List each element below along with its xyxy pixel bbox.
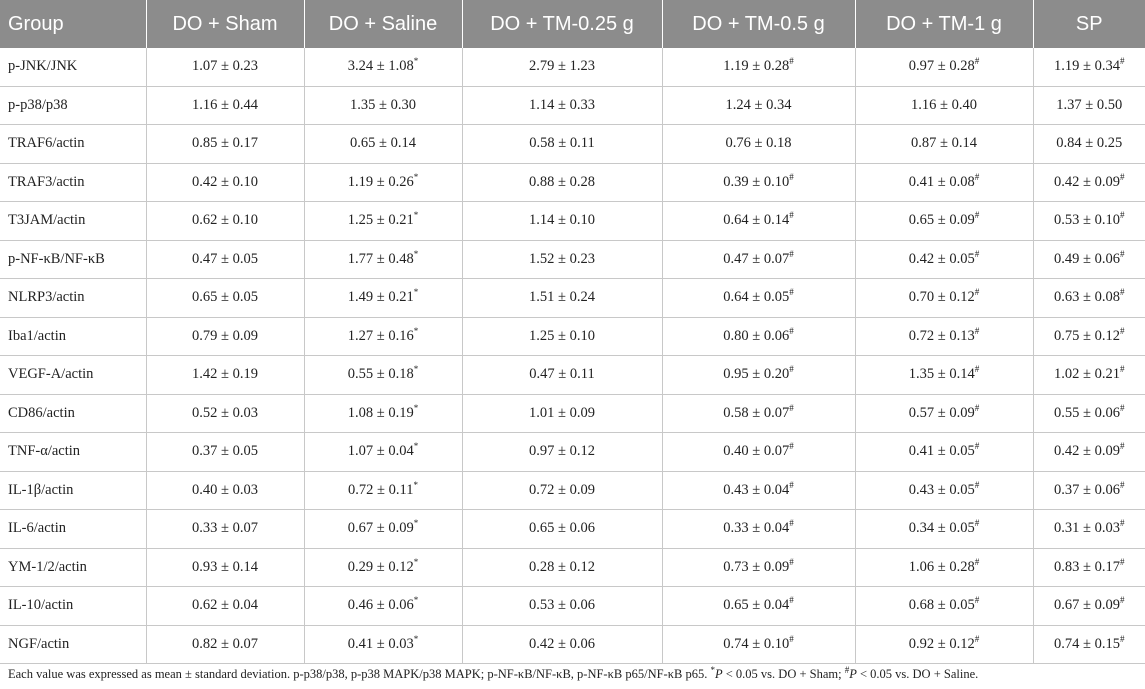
significance-mark: # [1119, 595, 1125, 606]
table-cell [662, 125, 855, 164]
table-cell [462, 240, 662, 279]
table-cell [146, 510, 304, 549]
table-row [0, 510, 1145, 549]
cell-value: 0.93 ± 0.14 [192, 558, 258, 575]
cell-value: 0.43 ± 0.04 [723, 481, 790, 498]
table-cell [304, 86, 462, 125]
table-cell [662, 548, 855, 587]
table-cell [304, 202, 462, 241]
significance-mark: * [413, 287, 419, 298]
cell-value: 0.43 ± 0.05 [908, 481, 975, 498]
significance-mark: # [789, 171, 794, 182]
table-row [0, 279, 1145, 318]
table-row [0, 317, 1145, 356]
table-cell [662, 202, 855, 241]
cell-value: 0.76 ± 0.18 [725, 135, 792, 152]
table-cell [304, 163, 462, 202]
cell-value: 0.41 ± 0.08 [908, 173, 975, 190]
table-cell [462, 471, 662, 510]
cell-value: 1.19 ± 0.28 [723, 58, 790, 75]
cell-value: 0.58 ± 0.07 [723, 404, 790, 421]
table-cell [462, 625, 662, 664]
significance-mark: # [1119, 171, 1125, 182]
table-cell [855, 163, 1033, 202]
table-row [0, 625, 1145, 664]
table-cell [662, 471, 855, 510]
column-header: DO + Sham [146, 0, 304, 48]
table-row [0, 471, 1145, 510]
table-cell [1033, 240, 1145, 279]
significance-mark: # [974, 518, 980, 529]
table-cell [146, 317, 304, 356]
cell-value: 1.49 ± 0.21 [347, 289, 414, 306]
cell-value: 0.82 ± 0.07 [192, 635, 258, 652]
cell-value: 1.24 ± 0.34 [725, 96, 792, 113]
footnote-p-letter-2: P [849, 667, 857, 681]
significance-mark: # [1119, 364, 1125, 375]
cell-value: 0.72 ± 0.13 [908, 327, 975, 344]
table-cell [146, 433, 304, 472]
cell-value: 0.92 ± 0.12 [908, 635, 975, 652]
table-row [0, 163, 1145, 202]
table-cell [662, 163, 855, 202]
significance-mark: # [974, 364, 980, 375]
table-cell [1033, 202, 1145, 241]
significance-mark: # [789, 56, 794, 67]
significance-mark: # [1119, 402, 1125, 413]
row-label: CD86/actin [0, 394, 146, 433]
table-cell [304, 433, 462, 472]
cell-value: 0.58 ± 0.11 [529, 135, 595, 152]
significance-mark: * [413, 325, 419, 336]
table-cell [1033, 471, 1145, 510]
row-label: NGF/actin [0, 625, 146, 664]
significance-mark: * [413, 210, 419, 221]
cell-value: 0.85 ± 0.17 [192, 135, 258, 152]
cell-value: 0.31 ± 0.03 [1054, 520, 1120, 537]
cell-value: 0.80 ± 0.06 [723, 327, 790, 344]
table-cell [304, 548, 462, 587]
significance-mark: # [974, 595, 980, 606]
significance-mark: # [974, 556, 980, 567]
significance-mark: # [1119, 518, 1125, 529]
cell-value: 0.40 ± 0.03 [192, 481, 258, 498]
cell-value: 3.24 ± 1.08 [347, 58, 414, 75]
significance-mark: # [789, 325, 794, 336]
significance-mark: * [413, 171, 419, 182]
row-label: p-NF-κB/NF-κB [0, 240, 146, 279]
cell-value: 0.97 ± 0.12 [529, 443, 595, 460]
row-label: VEGF-A/actin [0, 356, 146, 395]
cell-value: 1.27 ± 0.16 [347, 327, 414, 344]
significance-mark: * [413, 479, 418, 490]
table-cell [662, 86, 855, 125]
cell-value: 0.29 ± 0.12 [347, 558, 414, 575]
table-body [0, 48, 1145, 664]
significance-mark: # [789, 402, 794, 413]
table-cell [1033, 548, 1145, 587]
footnote-hash-mark: # [844, 664, 850, 675]
row-label: YM-1/2/actin [0, 548, 146, 587]
table-cell [1033, 86, 1145, 125]
table-cell [662, 240, 855, 279]
table-cell [662, 317, 855, 356]
significance-mark: # [974, 325, 980, 336]
row-label: TRAF6/actin [0, 125, 146, 164]
cell-value: 0.79 ± 0.09 [192, 327, 258, 344]
table-cell [1033, 163, 1145, 202]
table-row [0, 433, 1145, 472]
significance-mark: # [974, 210, 980, 221]
table-cell [146, 202, 304, 241]
table-cell [662, 510, 855, 549]
significance-mark: # [1119, 556, 1125, 567]
table-row [0, 48, 1145, 86]
significance-mark: # [789, 518, 794, 529]
table-cell [1033, 125, 1145, 164]
significance-mark: * [413, 402, 419, 413]
table-cell [304, 587, 462, 626]
cell-value: 0.72 ± 0.11 [348, 481, 414, 498]
cell-value: 0.88 ± 0.28 [529, 173, 595, 190]
table-cell [855, 433, 1033, 472]
cell-value: 0.40 ± 0.07 [723, 443, 790, 460]
column-header: DO + TM-0.25 g [462, 0, 662, 48]
cell-value: 0.42 ± 0.09 [1054, 173, 1120, 190]
footnote-star-text: < 0.05 vs. DO + Sham; [722, 667, 845, 681]
table-cell [855, 317, 1033, 356]
table-cell [462, 48, 662, 86]
table-cell [855, 548, 1033, 587]
table-row [0, 548, 1145, 587]
cell-value: 0.74 ± 0.10 [723, 635, 790, 652]
cell-value: 0.97 ± 0.28 [908, 58, 975, 75]
table-cell [1033, 394, 1145, 433]
table-cell [662, 433, 855, 472]
table-footnote [8, 664, 979, 682]
table-cell [146, 125, 304, 164]
column-header: DO + Saline [304, 0, 462, 48]
cell-value: 0.65 ± 0.14 [350, 135, 416, 152]
cell-value: 0.42 ± 0.10 [192, 173, 258, 190]
cell-value: 1.08 ± 0.19 [347, 404, 414, 421]
cell-value: 0.39 ± 0.10 [723, 173, 790, 190]
table-cell [146, 48, 304, 86]
table-cell [146, 471, 304, 510]
table-cell [1033, 510, 1145, 549]
table-cell [462, 202, 662, 241]
table-cell [662, 394, 855, 433]
table-cell [462, 317, 662, 356]
table-cell [462, 587, 662, 626]
table-cell [462, 125, 662, 164]
significance-mark: * [413, 556, 419, 567]
table-cell [304, 394, 462, 433]
row-label: IL-1β/actin [0, 471, 146, 510]
table-cell [462, 548, 662, 587]
cell-value: 0.28 ± 0.12 [529, 558, 595, 575]
table-cell [304, 625, 462, 664]
table-cell [855, 625, 1033, 664]
cell-value: 0.46 ± 0.06 [347, 597, 414, 614]
cell-value: 0.64 ± 0.14 [723, 212, 790, 229]
cell-value: 0.41 ± 0.05 [908, 443, 975, 460]
significance-mark: * [413, 364, 419, 375]
footnote-p-letter: P [714, 667, 723, 681]
table-cell [462, 86, 662, 125]
significance-mark: # [974, 56, 980, 67]
cell-value: 1.19 ± 0.34 [1054, 58, 1120, 75]
cell-value: 0.42 ± 0.05 [908, 250, 975, 267]
table-cell [304, 317, 462, 356]
significance-mark: # [1119, 248, 1125, 259]
table-cell [855, 125, 1033, 164]
table-cell [304, 279, 462, 318]
row-label: T3JAM/actin [0, 202, 146, 241]
cell-value: 0.67 ± 0.09 [1054, 597, 1120, 614]
footnote-text: Each value was expressed as mean ± standard deviation. p-p38/p38, p-p38 MAPK/p38 MAPK; p-NF-κB/NF-κB, p-NF-κB p65/NF-κB p65. [8, 667, 711, 681]
table-cell [855, 471, 1033, 510]
table-cell [304, 125, 462, 164]
cell-value: 0.65 ± 0.06 [529, 520, 595, 537]
cell-value: 1.07 ± 0.04 [347, 443, 414, 460]
table-cell [146, 625, 304, 664]
cell-value: 0.84 ± 0.25 [1056, 135, 1123, 152]
table-cell [662, 356, 855, 395]
table-cell [146, 86, 304, 125]
cell-value: 0.83 ± 0.17 [1054, 558, 1120, 575]
cell-value: 1.16 ± 0.40 [911, 96, 977, 113]
significance-mark: # [974, 171, 980, 182]
row-label: Iba1/actin [0, 317, 146, 356]
table-cell [462, 163, 662, 202]
table-cell [1033, 587, 1145, 626]
cell-value: 1.35 ± 0.14 [908, 366, 975, 383]
table-cell [146, 587, 304, 626]
cell-value: 0.62 ± 0.04 [192, 597, 258, 614]
table-cell [855, 356, 1033, 395]
table-cell [304, 471, 462, 510]
significance-mark: # [789, 595, 794, 606]
column-header: Group [0, 0, 146, 48]
table-cell [146, 163, 304, 202]
row-label: TNF-α/actin [0, 433, 146, 472]
table-cell [855, 394, 1033, 433]
table-row [0, 394, 1145, 433]
cell-value: 0.47 ± 0.11 [529, 366, 595, 383]
table-cell [462, 510, 662, 549]
column-header: DO + TM-0.5 g [662, 0, 855, 48]
table-cell [462, 279, 662, 318]
significance-mark: # [974, 287, 980, 298]
table-cell [855, 510, 1033, 549]
significance-mark: * [413, 56, 419, 67]
significance-mark: # [974, 479, 980, 490]
cell-value: 1.42 ± 0.19 [192, 366, 258, 383]
cell-value: 1.37 ± 0.50 [1056, 96, 1123, 113]
significance-mark: # [974, 441, 980, 452]
table-row [0, 86, 1145, 125]
cell-value: 1.35 ± 0.30 [350, 96, 416, 113]
table-row [0, 125, 1145, 164]
significance-mark: # [1119, 325, 1125, 336]
table-cell [1033, 433, 1145, 472]
cell-value: 0.73 ± 0.09 [723, 558, 790, 575]
significance-mark: # [974, 633, 980, 644]
cell-value: 1.01 ± 0.09 [529, 404, 595, 421]
cell-value: 0.65 ± 0.09 [908, 212, 975, 229]
cell-value: 2.79 ± 1.23 [529, 58, 595, 75]
significance-mark: # [789, 441, 794, 452]
table-cell [662, 587, 855, 626]
cell-value: 0.53 ± 0.06 [529, 597, 595, 614]
significance-mark: * [413, 441, 419, 452]
significance-mark: # [1119, 479, 1125, 490]
significance-mark: * [413, 633, 419, 644]
cell-value: 0.75 ± 0.12 [1054, 327, 1120, 344]
cell-value: 0.74 ± 0.15 [1054, 635, 1120, 652]
cell-value: 0.68 ± 0.05 [908, 597, 975, 614]
cell-value: 1.02 ± 0.21 [1054, 366, 1120, 383]
cell-value: 0.95 ± 0.20 [723, 366, 790, 383]
cell-value: 0.53 ± 0.10 [1054, 212, 1120, 229]
significance-mark: # [789, 479, 794, 490]
table-cell [662, 279, 855, 318]
cell-value: 0.33 ± 0.07 [192, 520, 258, 537]
row-label: p-p38/p38 [0, 86, 146, 125]
cell-value: 0.42 ± 0.09 [1054, 443, 1120, 460]
cell-value: 0.52 ± 0.03 [192, 404, 258, 421]
cell-value: 1.25 ± 0.10 [529, 327, 595, 344]
cell-value: 0.57 ± 0.09 [908, 404, 975, 421]
cell-value: 0.34 ± 0.05 [908, 520, 975, 537]
cell-value: 0.42 ± 0.06 [529, 635, 595, 652]
cell-value: 0.41 ± 0.03 [347, 635, 414, 652]
table-row [0, 202, 1145, 241]
table-cell [855, 587, 1033, 626]
table-cell [146, 356, 304, 395]
cell-value: 0.65 ± 0.05 [192, 289, 258, 306]
table-row [0, 240, 1145, 279]
cell-value: 0.37 ± 0.05 [192, 443, 258, 460]
cell-value: 0.70 ± 0.12 [908, 289, 975, 306]
cell-value: 1.07 ± 0.23 [192, 58, 258, 75]
significance-mark: # [789, 556, 794, 567]
significance-mark: # [789, 633, 794, 644]
table-cell [462, 356, 662, 395]
significance-mark: # [1119, 633, 1125, 644]
table-cell [146, 279, 304, 318]
cell-value: 0.47 ± 0.05 [192, 250, 258, 267]
table-cell [855, 86, 1033, 125]
cell-value: 0.55 ± 0.06 [1054, 404, 1120, 421]
table-row [0, 356, 1145, 395]
significance-mark: # [789, 287, 794, 298]
row-label: p-JNK/JNK [0, 48, 146, 86]
cell-value: 0.87 ± 0.14 [911, 135, 977, 152]
cell-value: 0.47 ± 0.07 [723, 250, 790, 267]
cell-value: 0.49 ± 0.06 [1054, 250, 1120, 267]
table-cell [855, 279, 1033, 318]
cell-value: 1.77 ± 0.48 [347, 250, 414, 267]
table-cell [1033, 356, 1145, 395]
significance-mark: # [1119, 287, 1125, 298]
cell-value: 0.55 ± 0.18 [347, 366, 414, 383]
table-cell [1033, 279, 1145, 318]
cell-value: 1.06 ± 0.28 [908, 558, 975, 575]
table-cell [462, 433, 662, 472]
cell-value: 1.14 ± 0.10 [529, 212, 595, 229]
table-cell [146, 394, 304, 433]
table-cell [855, 240, 1033, 279]
significance-mark: # [974, 402, 980, 413]
table-cell [855, 202, 1033, 241]
significance-mark: # [1119, 56, 1125, 67]
table-header-row [0, 0, 1145, 48]
column-header: SP [1033, 0, 1145, 48]
table-row [0, 587, 1145, 626]
row-label: IL-10/actin [0, 587, 146, 626]
cell-value: 0.33 ± 0.04 [723, 520, 790, 537]
cell-value: 1.14 ± 0.33 [529, 96, 595, 113]
cell-value: 0.64 ± 0.05 [723, 289, 790, 306]
cell-value: 0.65 ± 0.04 [723, 597, 790, 614]
significance-mark: * [413, 595, 419, 606]
significance-mark: # [789, 364, 794, 375]
row-label: IL-6/actin [0, 510, 146, 549]
cell-value: 1.25 ± 0.21 [347, 212, 414, 229]
table-cell [304, 48, 462, 86]
table-cell [304, 510, 462, 549]
table-cell [462, 394, 662, 433]
table-cell [304, 356, 462, 395]
table-cell [146, 548, 304, 587]
significance-mark: # [789, 210, 794, 221]
table-cell [146, 240, 304, 279]
cell-value: 1.52 ± 0.23 [529, 250, 595, 267]
table-cell [304, 240, 462, 279]
cell-value: 1.51 ± 0.24 [529, 289, 595, 306]
row-label: TRAF3/actin [0, 163, 146, 202]
table-cell [1033, 625, 1145, 664]
significance-mark: # [1119, 210, 1125, 221]
table-cell [662, 625, 855, 664]
significance-mark: # [1119, 441, 1125, 452]
footnote-hash-text: < 0.05 vs. DO + Saline. [856, 667, 979, 681]
table-cell [662, 48, 855, 86]
cell-value: 0.72 ± 0.09 [529, 481, 595, 498]
cell-value: 0.37 ± 0.06 [1054, 481, 1120, 498]
significance-mark: # [789, 248, 794, 259]
column-header: DO + TM-1 g [855, 0, 1033, 48]
significance-mark: * [413, 518, 419, 529]
significance-mark: * [413, 248, 419, 259]
table-cell [1033, 317, 1145, 356]
row-label: NLRP3/actin [0, 279, 146, 318]
table-cell [855, 48, 1033, 86]
cell-value: 0.67 ± 0.09 [347, 520, 414, 537]
cell-value: 0.62 ± 0.10 [192, 212, 258, 229]
cell-value: 1.16 ± 0.44 [192, 96, 258, 113]
cell-value: 0.63 ± 0.08 [1054, 289, 1120, 306]
table-cell [1033, 48, 1145, 86]
significance-mark: # [974, 248, 980, 259]
footnote-star-mark: * [710, 664, 715, 675]
cell-value: 1.19 ± 0.26 [347, 173, 414, 190]
